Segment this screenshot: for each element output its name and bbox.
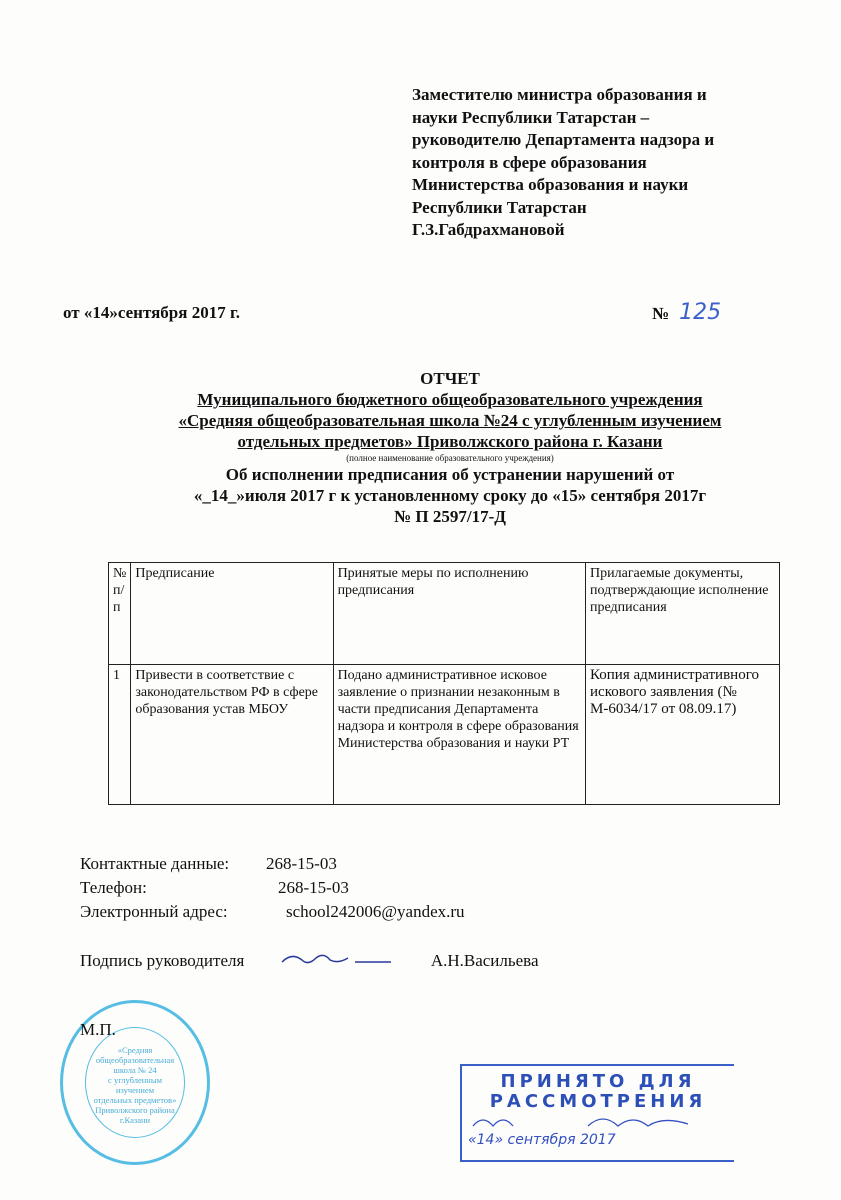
- org-line: Муниципального бюджетного общеобразовательного учреждения: [197, 390, 703, 409]
- signature-line: [80, 950, 539, 971]
- table-header-row: [109, 563, 780, 665]
- header-cell: Предписание: [131, 563, 333, 665]
- contacts-block: [80, 852, 465, 924]
- receipt-stamp: [460, 1064, 734, 1162]
- receipt-line1: ПРИНЯТО ДЛЯ: [500, 1071, 696, 1092]
- addressee-line: науки Республики Татарстан –: [412, 107, 650, 127]
- org-line: отдельных предметов» Приволжского района г. Казани: [237, 432, 663, 451]
- phone-value: 268-15-03: [278, 878, 349, 897]
- receipt-line2: РАССМОТРЕНИЯ: [489, 1091, 707, 1112]
- header-cell: Прилагаемые документы, подтверждающие исполнение предписания: [586, 563, 780, 665]
- signature-label: Подпись руководителя: [80, 951, 245, 970]
- contact-label: Контактные данные:: [80, 854, 230, 873]
- report-title: [110, 368, 790, 527]
- contact-value: 268-15-03: [266, 854, 337, 873]
- table-cell: Подано административное исковое заявление о признании незаконным в части предписания Департамента надзора и контроля в сфере образования Министерства образования и науки РТ: [333, 665, 585, 805]
- addressee-line: контроля в сфере образования: [412, 152, 647, 172]
- report-table: [108, 562, 780, 805]
- signature-icon: [277, 950, 397, 970]
- addressee-line: Министерства образования и науки: [412, 175, 689, 194]
- table-cell: Копия административного искового заявления (№ М-6034/17 от 08.09.17): [586, 665, 780, 805]
- subject-line: «_14_»июля 2017 г к установленному сроку до «15» сентября 2017г: [193, 486, 707, 505]
- org-caption: (полное наименование образовательного учреждения): [346, 453, 554, 463]
- number-handwritten: 125: [679, 300, 722, 325]
- signer-name: А.Н.Васильева: [430, 951, 539, 970]
- table-cell: Привести в соответствие с законодательством РФ в сфере образования устав МБОУ: [131, 665, 333, 805]
- addressee-block: [412, 84, 714, 242]
- addressee-line: Республики Татарстан: [412, 197, 587, 217]
- addressee-line: Заместителю министра образования и: [412, 85, 707, 104]
- document-date: от «14»сентября 2017 г.: [63, 303, 240, 322]
- phone-label: Телефон:: [80, 878, 147, 897]
- table-row: [109, 665, 780, 805]
- receipt-date: «14» сентября 2017: [468, 1132, 616, 1148]
- subject-line: № П 2597/17-Д: [394, 507, 506, 526]
- number-label: №: [652, 304, 670, 323]
- mp-label: М.П.: [80, 1020, 116, 1039]
- subject-line: Об исполнении предписания об устранении нарушений от: [225, 465, 675, 484]
- addressee-line: Г.З.Габдрахмановой: [412, 220, 565, 239]
- email-value: school242006@yandex.ru: [286, 902, 465, 921]
- document-number: [652, 300, 721, 325]
- heading: ОТЧЕТ: [420, 369, 480, 388]
- addressee-line: руководителю Департамента надзора и: [412, 130, 715, 149]
- email-label: Электронный адрес:: [80, 902, 228, 921]
- receipt-signature-icon: [468, 1112, 718, 1132]
- seal-text: «Средняя общеобразовательная школа № 24 с углубленным изучением отдельных предметов» Приволжского района г.Казани: [93, 1045, 177, 1125]
- header-cell: Принятые меры по исполнению предписания: [333, 563, 585, 665]
- table-cell: 1: [109, 665, 131, 805]
- header-cell: № п/п: [109, 563, 131, 665]
- org-line: «Средняя общеобразовательная школа №24 с углубленным изучением: [178, 411, 722, 430]
